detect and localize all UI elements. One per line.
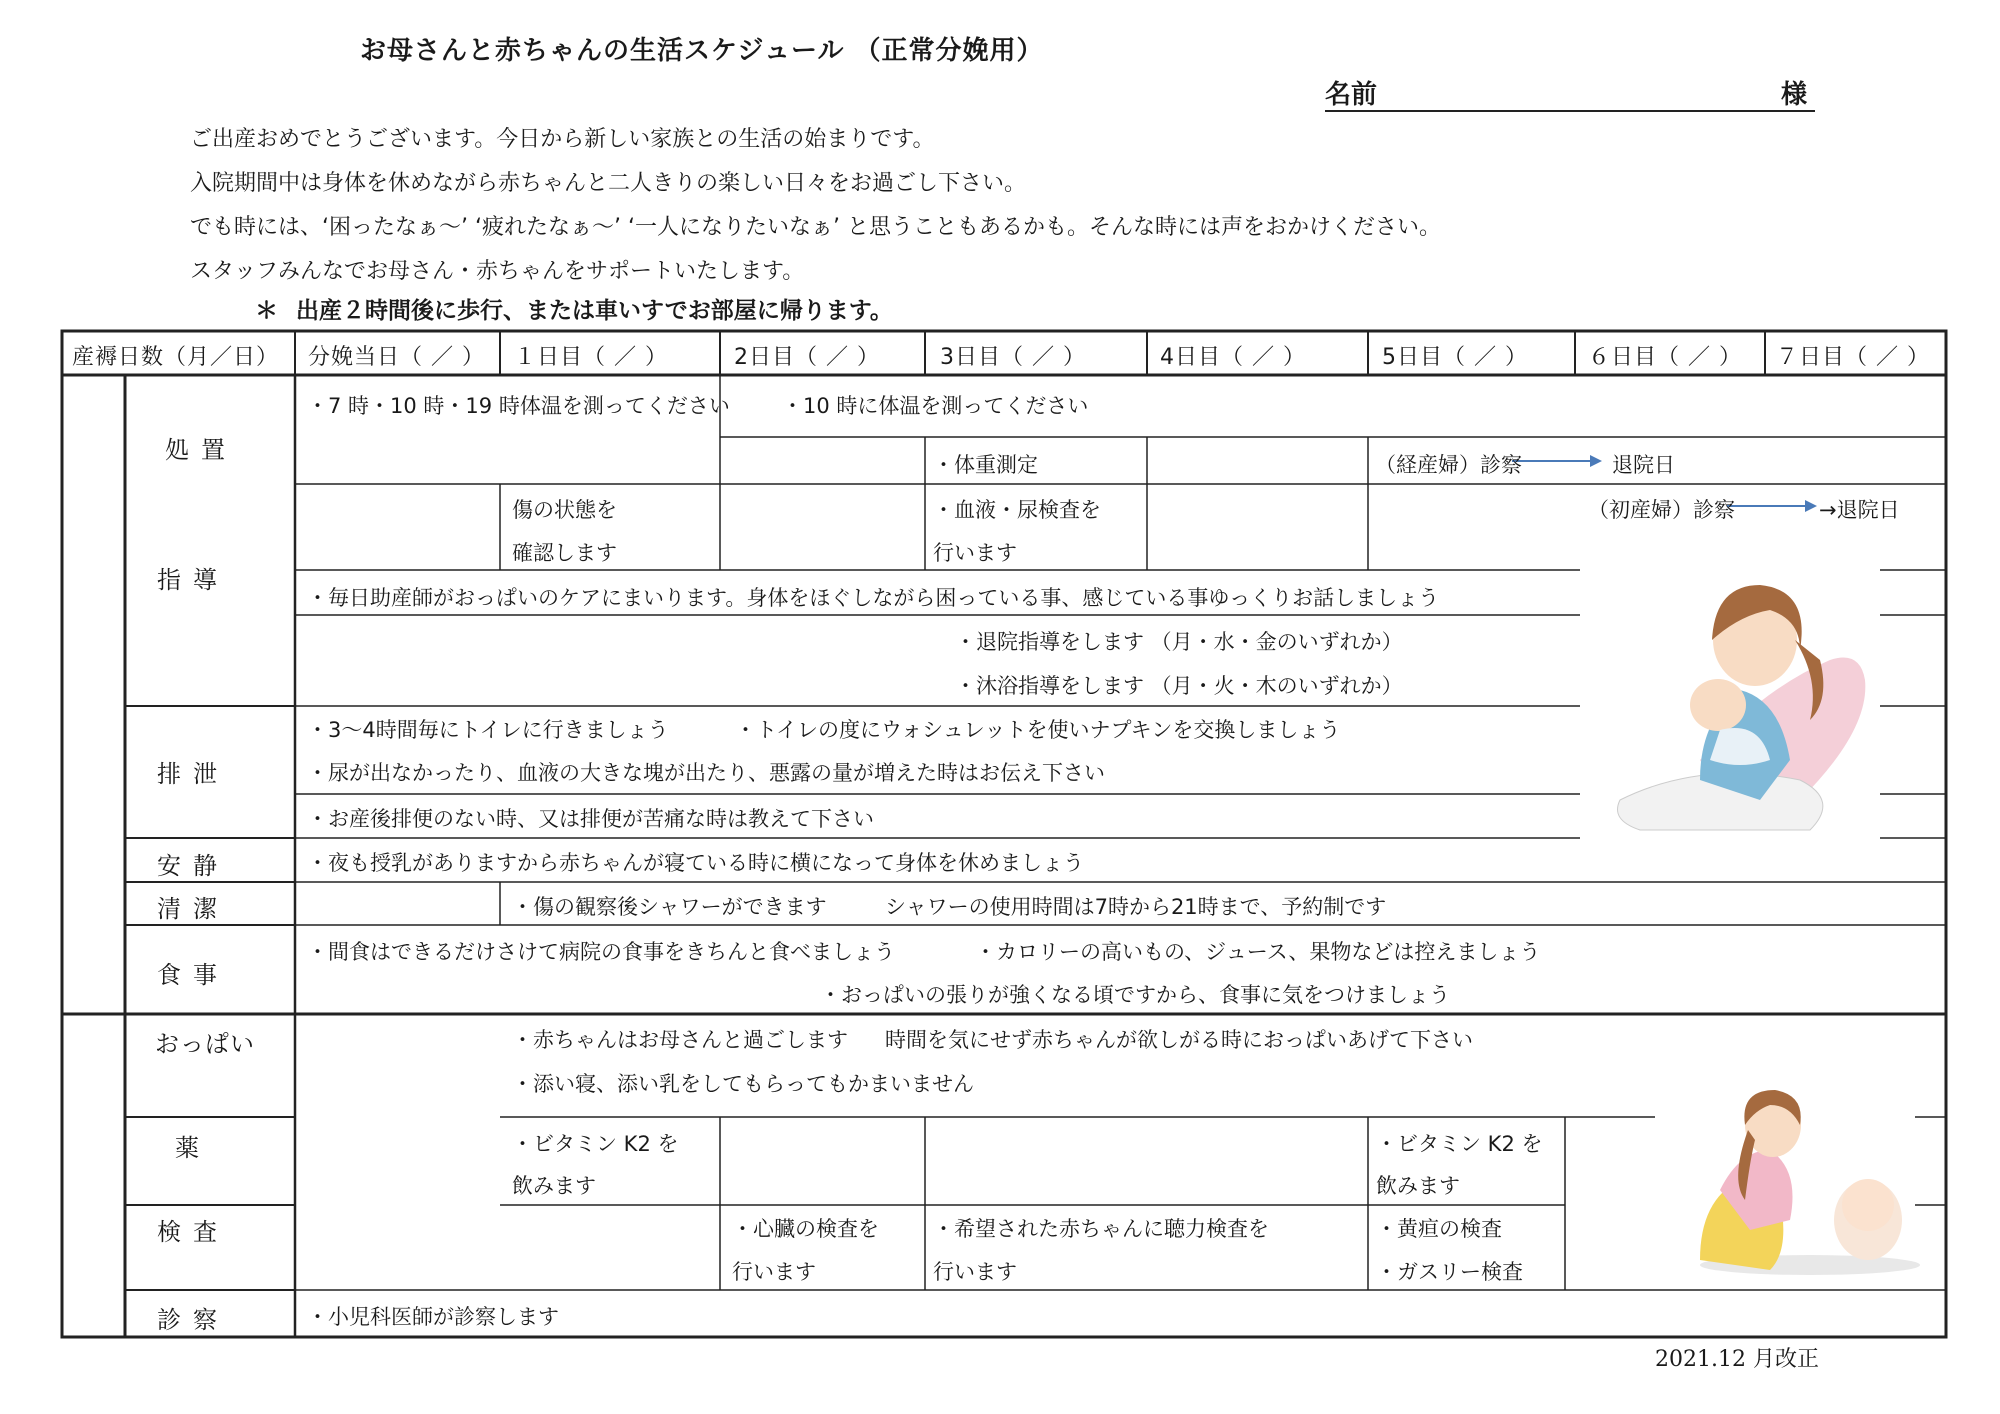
exam-multipara-cell: （経産婦）診察 (1375, 453, 1522, 477)
guthrie-test-text: ・ガスリー検査 (1376, 1260, 1523, 1284)
heart-test-line-1: ・心臓の検査を (732, 1217, 879, 1241)
hearing-test-line-2: 行います (933, 1260, 1017, 1284)
weight-cell: ・体重測定 (933, 453, 1038, 477)
intro-line-4: スタッフみんなでお母さん・赤ちゃんをサポートいたします。 (190, 259, 805, 284)
excretion-report-text: ・尿が出なかったり、血液の大きな塊が出たり、悪露の量が増えた時はお伝え下さい (307, 761, 1105, 785)
row-label-breastfeeding: おっぱい (155, 1030, 255, 1058)
page-title: お母さんと赤ちゃんの生活スケジュール （正常分娩用） (360, 36, 1044, 66)
mother-with-baby-illustration (1700, 1090, 1920, 1275)
co-sleeping-text: ・添い寝、添い乳をしてもらってもかまいません (512, 1072, 974, 1096)
name-label: 名前 (1325, 80, 1378, 110)
excretion-washlet-text: ・トイレの度にウォシュレットを使いナプキンを交換しましょう (735, 718, 1341, 742)
header-day-2: 2日目（ ／ ） (734, 345, 880, 370)
blood-test-line-1: ・血液・尿検査を (933, 498, 1101, 522)
header-day-5: 5日目（ ／ ） (1382, 345, 1528, 370)
row-label-rest: 安静 (157, 852, 229, 880)
on-demand-feeding-text: 時間を気にせず赤ちゃんが欲しがる時におっぱいあげて下さい (885, 1028, 1473, 1052)
shower-hours-text: シャワーの使用時間は7時から21時まで、予約制です (885, 895, 1387, 919)
header-day-4: 4日目（ ／ ） (1160, 345, 1306, 370)
row-label-treatment: 処置 (165, 436, 237, 464)
rest-text: ・夜も授乳がありますから赤ちゃんが寝ている時に横になって身体を休めましょう (307, 851, 1084, 875)
bath-guidance-text: ・沐浴指導をします （月・火・木のいずれか） (955, 674, 1403, 698)
header-day-1: １日目（ ／ ） (514, 345, 668, 370)
vitamin-k2-day1-line-1: ・ビタミン K2 を (512, 1132, 679, 1156)
name-suffix: 様 (1780, 80, 1807, 110)
row-label-guidance: 指導 (157, 566, 229, 594)
row-label-excretion: 排泄 (157, 760, 229, 788)
hearing-test-line-1: ・希望された赤ちゃんに聴力検査を (933, 1217, 1269, 1241)
vitamin-k2-day5-line-1: ・ビタミン K2 を (1376, 1132, 1543, 1156)
row-label-tests: 検査 (157, 1218, 229, 1246)
note-text: 出産２時間後に歩行、または車いすでお部屋に帰ります。 (296, 298, 893, 324)
row-label-examination: 診察 (157, 1306, 229, 1334)
header-day-7: ７日目（ ／ ） (1776, 345, 1930, 370)
header-postpartum-day: 産褥日数（月／日） (72, 345, 280, 370)
excretion-toilet-text: ・3～4時間毎にトイレに行きましょう (307, 718, 669, 742)
vitamin-k2-day5-line-2: 飲みます (1376, 1174, 1460, 1198)
intro-line-1: ご出産おめでとうございます。今日から新しい家族との生活の始まりです。 (190, 127, 935, 152)
intro-line-3: でも時には、‘困ったなぁ～’ ‘疲れたなぁ～’ ‘一人になりたいなぁ’ と思うこともあるかも。そんな時には声をおかけください。 (190, 215, 1441, 240)
discharge-primipara-cell: →退院日 (1819, 498, 1900, 522)
revision-date: 2021.12 月改正 (1655, 1347, 1819, 1372)
note-marker: ＊ (255, 298, 278, 324)
mother-holding-baby-illustration (1618, 585, 1866, 830)
row-label-medicine: 薬 (175, 1134, 211, 1162)
meal-breast-text: ・おっぱいの張りが強くなる頃ですから、食事に気をつけましょう (820, 983, 1450, 1007)
discharge-guidance-text: ・退院指導をします （月・水・金のいずれか） (955, 630, 1403, 654)
vitamin-k2-day1-line-2: 飲みます (512, 1174, 596, 1198)
header-day-3: 3日目（ ／ ） (940, 345, 1086, 370)
pediatrician-exam-text: ・小児科医師が診察します (307, 1305, 559, 1329)
jaundice-test-text: ・黄疸の検査 (1376, 1217, 1502, 1241)
breast-care-text: ・毎日助産師がおっぱいのケアにまいります。身体をほぐしながら困っている事、感じている事ゆっくりお話しましょう (307, 586, 1440, 610)
wound-check-line-1: 傷の状態を (512, 498, 617, 522)
meal-calorie-text: ・カロリーの高いもの、ジュース、果物などは控えましょう (975, 940, 1541, 964)
intro-line-2: 入院期間中は身体を休めながら赤ちゃんと二人きりの楽しい日々をお過ごし下さい。 (190, 171, 1027, 196)
wound-check-line-2: 確認します (512, 541, 617, 565)
row-label-meals: 食事 (157, 961, 229, 989)
header-day-6: ６日目（ ／ ） (1588, 345, 1742, 370)
temp-day0-cell: ・7 時・10 時・19 時体温を測ってください (307, 394, 730, 418)
baby-with-mother-text: ・赤ちゃんはお母さんと過ごします (512, 1028, 848, 1052)
exam-primipara-cell: （初産婦）診察 (1588, 498, 1735, 522)
heart-test-line-2: 行います (732, 1260, 816, 1284)
shower-text: ・傷の観察後シャワーができます (512, 895, 827, 919)
blood-test-line-2: 行います (933, 541, 1017, 565)
discharge-multipara-cell: 退院日 (1612, 453, 1675, 477)
meal-snack-text: ・間食はできるだけさけて病院の食事をきちんと食べましょう (307, 940, 895, 964)
header-day-0: 分娩当日（ ／ ） (308, 345, 485, 370)
excretion-bowel-text: ・お産後排便のない時、又は排便が苦痛な時は教えて下さい (307, 807, 874, 831)
row-label-hygiene: 清潔 (157, 895, 229, 923)
temp-after-cell: ・10 時に体温を測ってください (782, 394, 1089, 418)
